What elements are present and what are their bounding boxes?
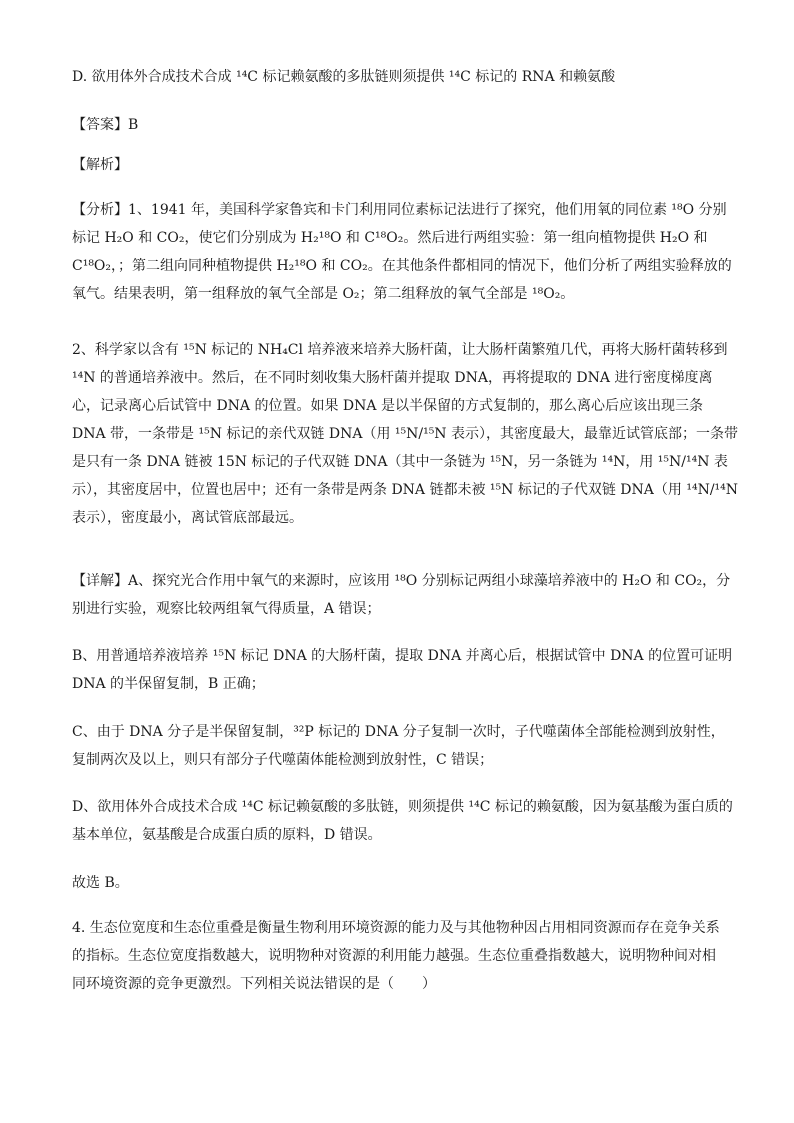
text-line: B、用普通培养液培养 ¹⁵N 标记 DNA 的大肠杆菌，提取 DNA 并离心后，根据试管中 DNA 的位置可证明 [72,648,733,664]
text-line: C、由于 DNA 分子是半保留复制，³²P 标记的 DNA 分子复制一次时，子代噬菌体全部能检测到放射性， [72,724,725,740]
question-4 [72,914,724,998]
text-line: 【分析】1、1941 年，美国科学家鲁宾和卡门利用同位素标记法进行了探究，他们用氧的同位素 ¹⁸O 分别 [72,202,727,218]
detail-option-b [72,642,733,698]
analysis-paragraph-2 [72,336,739,532]
answer-label: 【答案】B [72,117,139,133]
analysis-paragraph-1 [72,196,732,308]
text-line: ¹⁴N 的普通培养液中。然后，在不同时刻收集大肠杆菌并提取 DNA，再将提取的 DNA 进行密度梯度离 [72,370,713,386]
text-line: 【详解】A、探究光合作用中氧气的来源时，应该用 ¹⁸O 分别标记两组小球藻培养液中的 H₂O 和 CO₂，分 [72,573,731,589]
detail-option-a [72,567,731,623]
detail-option-c [72,718,724,774]
text-line: 别进行实验，观察比较两组氧气得质量，A 错误； [72,601,381,617]
text-line: 同环境资源的竞争更激烈。下列相关说法错误的是（ ） [72,976,436,992]
text-line: 示），其密度居中，位置也居中；还有一条带是两条 DNA 链都未被 ¹⁵N 标记的子代双链 DNA（用 ¹⁴N/¹⁴N [72,482,739,498]
text-line: 复制两次及以上，则只有部分子代噬菌体能检测到放射性，C 错误； [72,752,494,768]
detail-option-d [72,793,733,849]
text-line: D、欲用体外合成技术合成 ¹⁴C 标记赖氨酸的多肽链，则须提供 ¹⁴C 标记的赖氨酸，因为氨基酸为蛋白质的 [72,799,733,815]
text-line: 表示），密度最小，离试管底部最远。 [72,510,303,526]
text-line: 是只有一条 DNA 链被 15N 标记的子代双链 DNA（其中一条链为 ¹⁵N，另一条链为 ¹⁴N，用 ¹⁵N/¹⁴N 表 [72,454,728,470]
text-line: 氧气。结果表明，第一组释放的氧气全部是 O₂；第二组释放的氧气全部是 ¹⁸O₂。 [72,286,575,302]
text-line: DNA 的半保留复制，B 正确； [72,676,265,692]
option-d-text: D. 欲用体外合成技术合成 ¹⁴C 标记赖氨酸的多肽链则须提供 ¹⁴C 标记的 RNA 和赖氨酸 [72,69,616,85]
text-line: C¹⁸O₂，；第二组向同种植物提供 H₂¹⁸O 和 CO₂。在其他条件都相同的情况下，他们分析了两组实验释放的 [72,258,732,274]
text-line: 2、科学家以含有 ¹⁵N 标记的 NH₄Cl 培养液来培养大肠杆菌，让大肠杆菌繁殖几代，再将大肠杆菌转移到 [72,342,728,358]
text-line: 标记 H₂O 和 CO₂，使它们分别成为 H₂¹⁸O 和 C¹⁸O₂。然后进行两组实验：第一组向植物提供 H₂O 和 [72,230,708,246]
text-line: 4. 生态位宽度和生态位重叠是衡量生物利用环境资源的能力及与其他物种因占用相同资源而存在竞争关系 [72,920,720,936]
text-line: DNA 带，一条带是 ¹⁵N 标记的亲代双链 DNA（用 ¹⁵N/¹⁵N 表示），其密度最大，最靠近试管底部；一条带 [72,426,739,442]
conclusion-text: 故选 B。 [72,875,129,891]
text-line: 基本单位，氨基酸是合成蛋白质的原料，D 错误。 [72,827,382,843]
text-line: 的指标。生态位宽度指数越大，说明物种对资源的利用能力越强。生态位重叠指数越大，说明物种间对相 [72,948,716,964]
analysis-heading: 【解析】 [72,157,128,173]
text-line: 心，记录离心后试管中 DNA 的位置。如果 DNA 是以半保留的方式复制的，那么离心后应该出现三条 [72,398,703,414]
